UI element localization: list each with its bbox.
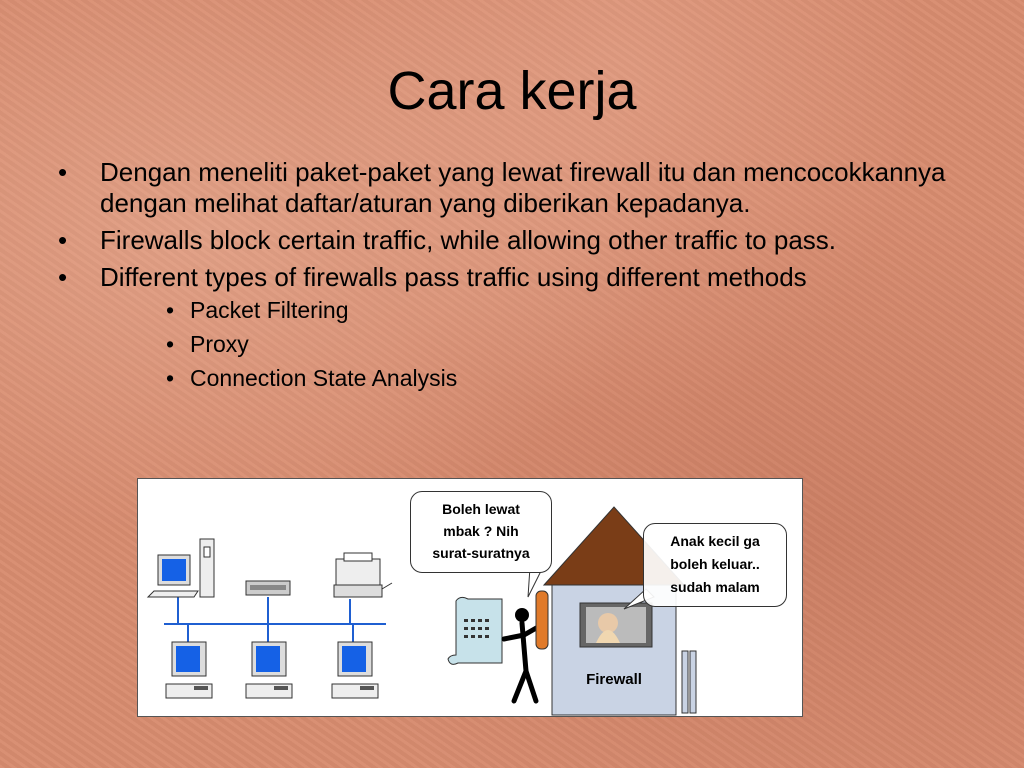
- stick-figure-icon: [504, 608, 538, 701]
- network-hub-icon: [246, 581, 290, 595]
- workstation-icon: [246, 642, 292, 698]
- bullet-marker: •: [166, 331, 175, 357]
- speech-text: surat-suratnya: [432, 545, 530, 561]
- bullet-list: [58, 157, 988, 395]
- slide-title: Cara kerja: [387, 61, 637, 121]
- network-lines: [164, 597, 386, 642]
- speech-text: Anak kecil ga: [670, 533, 760, 549]
- speech-bubble-firewall: [643, 523, 787, 607]
- bullet-item: [58, 157, 988, 219]
- bullet-text: Firewalls block certain traffic, while allowing other traffic to pass.: [100, 225, 837, 255]
- bullet-marker: •: [58, 157, 68, 187]
- sub-bullet-text: Proxy: [190, 331, 249, 357]
- speech-text: boleh keluar..: [670, 556, 760, 572]
- firewall-label: Firewall: [586, 671, 642, 688]
- sub-bullet-item: [58, 361, 988, 395]
- speech-text: Boleh lewat: [442, 501, 520, 517]
- bullet-item: [58, 225, 988, 256]
- sub-bullet-text: Packet Filtering: [190, 297, 349, 323]
- bullet-text: Dengan meneliti paket-paket yang lewat firewall itu dan mencocokkannya dengan melihat daftar/aturan yang diberikan kepadanya.: [100, 157, 946, 218]
- bullet-marker: •: [166, 365, 175, 391]
- bullet-marker: •: [58, 262, 68, 292]
- document-scroll-icon: [448, 597, 502, 664]
- door-icon: [536, 591, 548, 649]
- workstation-icon: [166, 642, 212, 698]
- firewall-diagram: [137, 478, 803, 717]
- desktop-computer-icon: [148, 539, 214, 597]
- speech-text: sudah malam: [670, 579, 760, 595]
- bullet-text: Different types of firewalls pass traffic using different methods: [100, 262, 807, 292]
- sub-bullet-item: [58, 293, 988, 327]
- speech-bubble-guest: [410, 491, 552, 573]
- bullet-marker: •: [166, 297, 175, 323]
- workstation-icon: [332, 642, 378, 698]
- printer-icon: [334, 553, 392, 597]
- sub-bullet-text: Connection State Analysis: [190, 365, 458, 391]
- fence-post-icon: [682, 651, 696, 713]
- bullet-marker: •: [58, 225, 68, 255]
- sub-bullet-item: [58, 327, 988, 361]
- speech-text: mbak ? Nih: [443, 523, 519, 539]
- bullet-item: [58, 262, 988, 293]
